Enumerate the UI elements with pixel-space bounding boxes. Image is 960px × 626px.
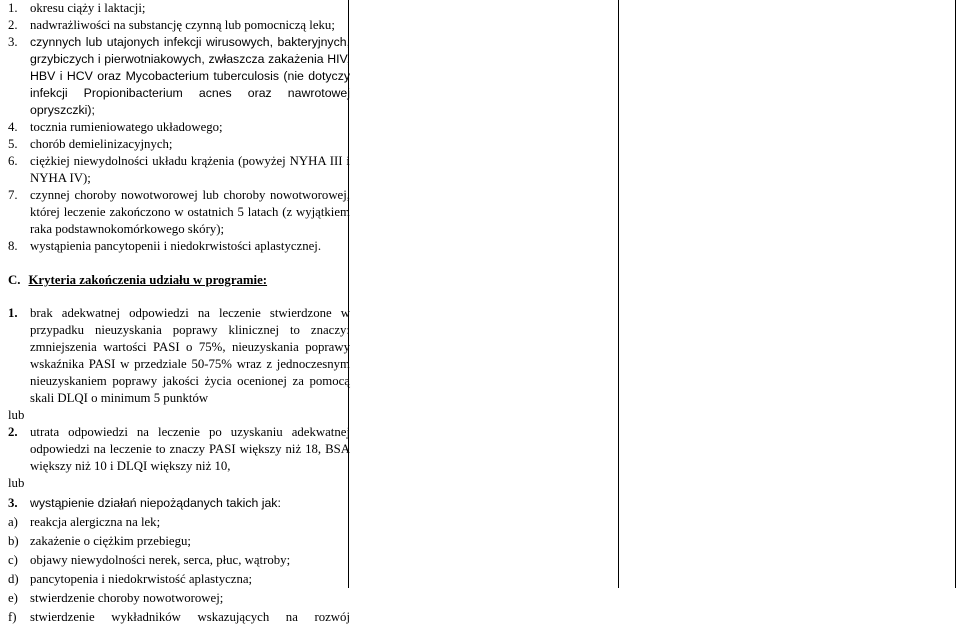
list-item	[8, 119, 350, 136]
list-item	[8, 187, 350, 238]
termination-criteria	[8, 305, 350, 626]
criterion-number: 2.	[8, 425, 18, 439]
sub-list-letter: f)	[8, 610, 17, 624]
sub-list-letter: e)	[8, 591, 18, 605]
list-item-number: 8.	[8, 239, 18, 253]
adverse-effects-list	[8, 514, 350, 626]
list-item-text: tocznia rumieniowatego układowego;	[30, 120, 223, 134]
list-item-number: 6.	[8, 154, 18, 168]
list-item-number: 3.	[8, 35, 18, 49]
list-item	[8, 238, 350, 255]
list-item-text: czynnych lub utajonych infekcji wirusowych, bakteryjnych, grzybiczych i pierwotniakowych, zwłaszcza zakażenia HIV, HBV i HCV oraz Mycobacterium tuberculosis (nie dotyczy infekcji Propionibacterium acnes oraz nawrotowej opryszczki);	[30, 35, 350, 117]
sub-list-item	[8, 514, 350, 531]
sub-list-text: stwierdzenie wykładników wskazujących na rozwój	[30, 610, 350, 624]
sub-list-text: zakażenie o ciężkim przebiegu;	[30, 534, 191, 548]
sub-list-text: objawy niewydolności nerek, serca, płuc, wątroby;	[30, 553, 291, 567]
list-item-number: 4.	[8, 120, 18, 134]
table-column-divider-2	[618, 0, 619, 588]
sub-list-text: reakcja alergiczna na lek;	[30, 515, 161, 529]
exclusion-list	[8, 0, 350, 255]
criterion-text: wystąpienie działań niepożądanych takich jak:	[30, 496, 281, 510]
sub-list-letter: c)	[8, 553, 18, 567]
sub-list-letter: d)	[8, 572, 19, 586]
list-item-number: 7.	[8, 188, 18, 202]
list-item-text: nadwrażliwości na substancję czynną lub pomocniczą leku;	[30, 18, 335, 32]
sub-list-item	[8, 571, 350, 588]
criterion-text: brak adekwatnej odpowiedzi na leczenie stwierdzone w przypadku nieuzyskania poprawy klinicznej to znaczy: zmniejszenia wartości PASI o 75%, nieuzyskania poprawy wskaźnika PASI w przedziale 50-75% wraz z jednoczesnym nieuzyskaniem poprawy jakości życia ocenionej za pomocą skali DLQI o minimum 5 punktów	[30, 306, 350, 405]
list-item-text: okresu ciąży i laktacji;	[30, 1, 146, 15]
sub-list-text: stwierdzenie choroby nowotworowej;	[30, 591, 224, 605]
criterion-item	[8, 495, 350, 512]
criterion-item	[8, 424, 350, 475]
sub-list-item	[8, 552, 350, 569]
sub-list-letter: b)	[8, 534, 19, 548]
sub-list-item	[8, 533, 350, 550]
list-item-number: 1.	[8, 1, 18, 15]
section-heading	[8, 272, 350, 289]
section-letter: C.	[8, 273, 21, 287]
criterion-text: utrata odpowiedzi na leczenie po uzyskaniu adekwatnej odpowiedzi na leczenie to znaczy PASI większy niż 18, BSA większy niż 10 i DLQI większy niż 10,	[30, 425, 350, 473]
list-item	[8, 0, 350, 17]
or-connector: lub	[8, 476, 25, 490]
section-title: Kryteria zakończenia udziału w programie:	[28, 273, 268, 287]
list-item-text: chorób demielinizacyjnych;	[30, 137, 173, 151]
list-item-number: 2.	[8, 18, 18, 32]
list-item	[8, 153, 350, 187]
criterion-item	[8, 305, 350, 407]
list-item-text: ciężkiej niewydolności układu krążenia (powyżej NYHA III i NYHA IV);	[30, 154, 350, 185]
sub-list-item	[8, 590, 350, 607]
list-item	[8, 136, 350, 153]
sub-list-item	[8, 609, 350, 626]
list-item-text: czynnej choroby nowotworowej lub choroby nowotworowej, której leczenie zakończono w ostatnich 5 latach (z wyjątkiem raka podstawnokomórkowego skóry);	[30, 188, 350, 236]
table-column-divider-3	[955, 0, 956, 588]
list-item-text: wystąpienia pancytopenii i niedokrwistości aplastycznej.	[30, 239, 322, 253]
criterion-number: 3.	[8, 496, 18, 510]
sub-list-letter: a)	[8, 515, 18, 529]
list-item	[8, 17, 350, 34]
criterion-number: 1.	[8, 306, 18, 320]
sub-list-text: pancytopenia i niedokrwistość aplastyczna;	[30, 572, 253, 586]
list-item-number: 5.	[8, 137, 18, 151]
program-criteria-column	[0, 0, 350, 626]
or-connector: lub	[8, 408, 25, 422]
list-item	[8, 34, 350, 119]
